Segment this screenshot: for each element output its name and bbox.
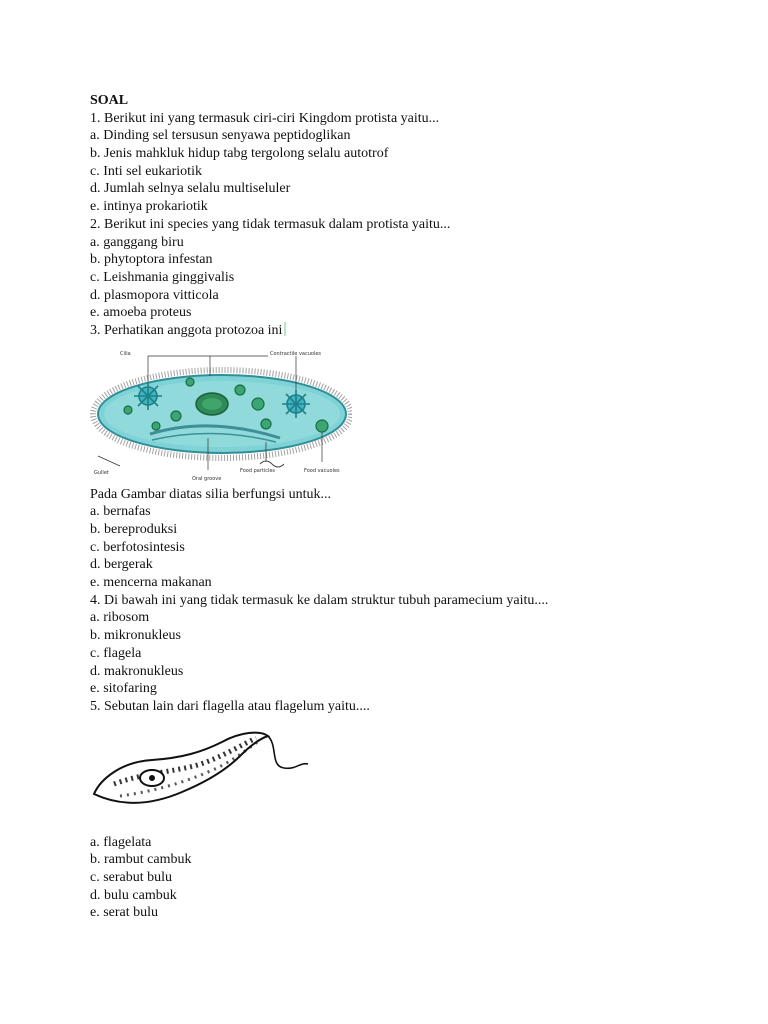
question-text: 1. Berikut ini yang termasuk ciri-ciri Kingdom protista yaitu... xyxy=(90,110,440,126)
page-title: SOAL xyxy=(90,93,129,108)
option-d: d. bergerak xyxy=(90,557,153,573)
option-e: e. mencerna makanan xyxy=(90,575,212,591)
option-b: b. bereproduksi xyxy=(90,522,178,537)
question-text: 4. Di bawah ini yang tidak termasuk ke dalam struktur tubuh paramecium yaitu.... xyxy=(90,592,549,608)
option-d: d. bulu cambuk xyxy=(90,887,177,903)
option-a: a. Dinding sel tersusun senyawa peptidoglikan xyxy=(90,128,351,144)
option-e: e. amoeba proteus xyxy=(90,305,192,321)
question-text xyxy=(90,322,730,340)
question-2 xyxy=(90,216,730,322)
flagellate-figure xyxy=(90,722,312,824)
option-d: d. makronukleus xyxy=(90,663,184,679)
question-4 xyxy=(90,592,730,698)
option-a: a. ganggang biru xyxy=(90,234,184,250)
option-b: b. Jenis mahkluk hidup tabg tergolong selalu autotrof xyxy=(90,146,389,162)
flagellate-illustration xyxy=(90,722,312,824)
option-e: e. sitofaring xyxy=(90,681,157,697)
label-oral-groove: Oral groove xyxy=(192,475,222,482)
label-gullet: Gullet xyxy=(94,469,109,476)
option-c: c. berfotosintesis xyxy=(90,539,185,555)
question-3 xyxy=(90,322,730,592)
option-a: a. flagelata xyxy=(90,834,152,850)
label-food-vacuoles: Food vacuoles xyxy=(304,467,340,474)
label-food-particles: Food particles xyxy=(240,467,276,474)
text-cursor xyxy=(284,322,286,336)
option-b: b. phytoptora infestan xyxy=(90,252,213,268)
option-c: c. Leishmania ginggivalis xyxy=(90,269,235,285)
option-e: e. serat bulu xyxy=(90,905,159,921)
question-1 xyxy=(90,110,730,216)
paramecium-illustration xyxy=(90,346,352,482)
question-prompt: Pada Gambar diatas silia berfungsi untuk... xyxy=(90,486,332,502)
option-d: d. plasmopora vitticola xyxy=(90,287,219,303)
question-5 xyxy=(90,698,730,922)
option-b: b. mikronukleus xyxy=(90,628,181,644)
question-text: 2. Berikut ini species yang tidak termasuk dalam protista yaitu... xyxy=(90,216,451,232)
option-b: b. rambut cambuk xyxy=(90,852,192,868)
option-c: c. flagela xyxy=(90,645,142,661)
document-page xyxy=(90,92,730,922)
option-c: c. serabut bulu xyxy=(90,869,173,885)
option-a: a. ribosom xyxy=(90,610,150,626)
option-d: d. Jumlah selnya selalu multiseluler xyxy=(90,181,291,197)
question-text-span: 3. Perhatikan anggota protozoa ini xyxy=(90,322,283,338)
label-cilia: Cilia xyxy=(120,350,131,357)
label-contractile-vacuoles: Contractile vacuoles xyxy=(270,350,322,357)
option-a: a. bernafas xyxy=(90,504,151,520)
option-c: c. Inti sel eukariotik xyxy=(90,163,202,179)
question-text: 5. Sebutan lain dari flagella atau flagelum yaitu.... xyxy=(90,698,370,714)
option-e: e. intinya prokariotik xyxy=(90,199,208,215)
paramecium-figure xyxy=(90,346,352,482)
